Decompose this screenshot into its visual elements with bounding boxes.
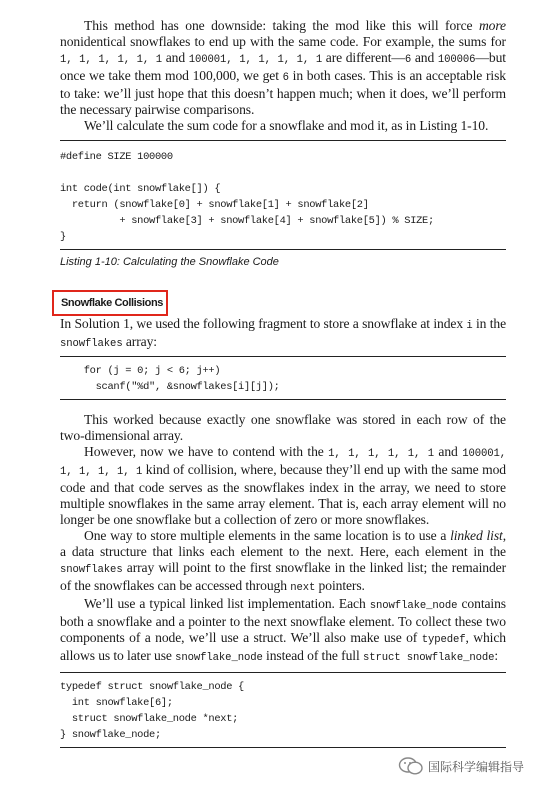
code-listing-struct: typedef struct snowflake_node { int snowflake[6]; struct snowflake_node *next; } snowflake_node; <box>60 681 244 741</box>
paragraph-worked: This worked because exactly one snowflake was stored in each row of the two-dimensional array. <box>60 412 506 443</box>
paragraph-linked-list: One way to store multiple elements in the same location is to use a linked list, a data structure that links each element to the next. Here, each element in the snowflakes array will point to the first snowflake in the linked list; the remainder of the snowflakes can be accessed through next pointers. <box>60 528 507 594</box>
wechat-icon <box>398 756 424 776</box>
watermark-text: 国际科学编辑指导 <box>428 759 525 774</box>
section-heading-highlighted: Snowflake Collisions <box>52 290 168 316</box>
fragment-bottom-rule <box>60 399 506 400</box>
code-fragment-scanf: for (j = 0; j < 6; j++) scanf("%d", &snowflakes[i][j]); <box>83 365 280 393</box>
paragraph-implementation: We’ll use a typical linked list implementation. Each snowflake_node contains both a snowflake and a pointer to the next snowflake element. To collect these two components of a node, we’ll use a struct. We’ll also make use of typedef, which allows us to later use snowflake_node instead of the full struct snowflake_node: <box>60 596 506 664</box>
section-heading-wrap <box>60 290 506 316</box>
listing-bottom-rule <box>60 249 506 250</box>
code-listing-1-10: #define SIZE 100000 int code(int snowflake[]) { return (snowflake[0] + snowflake[1] + snowflake[2] + snowflake[3] + snowflake[4] + snowflake[5]) % SIZE; } <box>60 151 434 243</box>
paragraph-collision: However, now we have to contend with the 1, 1, 1, 1, 1, 1 and 100001, 1, 1, 1, 1, 1 kind of collision, where, because they’ll end up with the same mod code and that code serves as the snowflakes index in the array, we need to store multiple snowflakes in the same array element. That is, each array element will no longer be one snowflake but a collection of zero or more snowflakes. <box>60 444 506 527</box>
paragraph-downside: This method has one downside: taking the mod like this will force more nonidentical snowflakes to end up with the same code. For example, the sums for 1, 1, 1, 1, 1, 1 and 100001, 1, 1, 1, 1, 1 are different—6 and 100006—but once we take them mod 100,000, we get 6 in both cases. This is an acceptable risk to take: we’ll just hope that this doesn’t happen much; when it does, we’ll perform the necessary pairwise comparisons. <box>60 18 506 117</box>
document-page <box>60 18 506 748</box>
watermark <box>398 752 524 780</box>
paragraph-sum-code: We’ll calculate the sum code for a snowflake and mod it, as in Listing 1-10. <box>84 118 489 133</box>
struct-bottom-rule <box>60 747 506 748</box>
paragraph-solution-1: In Solution 1, we used the following fragment to store a snowflake at index i in the snowflakes array: <box>60 316 507 350</box>
listing-caption: Listing 1-10: Calculating the Snowflake Code <box>60 256 279 268</box>
